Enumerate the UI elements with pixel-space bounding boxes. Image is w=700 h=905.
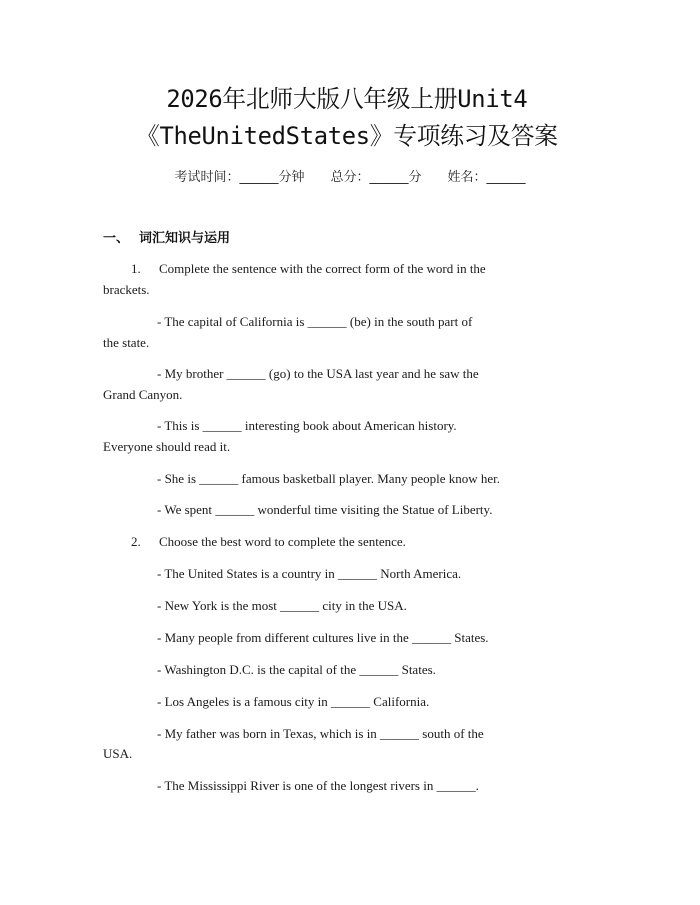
q2-item-7: - The Mississippi River is one of the longest rivers in ______.: [157, 778, 479, 793]
document-title-line-2: 《TheUnitedStates》专项练习及答案: [135, 122, 558, 150]
section-1-heading: [103, 229, 230, 249]
q2-item-2: - New York is the most ______ city in the USA.: [157, 598, 407, 613]
section-title: 词汇知识与运用: [139, 231, 231, 246]
q1-item-4: - She is ______ famous basketball player. Many people know her.: [157, 471, 500, 486]
q2-item-6: - My father was born in Texas, which is in ______ south of the: [157, 726, 484, 741]
document-title-line-1: 2026年北师大版八年级上册Unit4: [166, 85, 528, 113]
question-1-prompt: [131, 259, 486, 279]
section-number: 一、: [103, 231, 130, 246]
question-1-prompt-continued: brackets.: [103, 282, 150, 297]
q1-item-3-continued: Everyone should read it.: [103, 439, 231, 454]
question-number: 1.: [131, 261, 141, 276]
total-score-field: 总分：______分: [330, 170, 422, 185]
question-text: Choose the best word to complete the sentence.: [159, 534, 406, 549]
question-number: 2.: [131, 534, 141, 549]
student-name-field: 姓名：______: [447, 170, 526, 185]
question-text: Complete the sentence with the correct form of the word in the: [159, 261, 486, 276]
q2-item-4: - Washington D.C. is the capital of the ______ States.: [157, 662, 436, 677]
q1-item-1: - The capital of California is ______ (be) in the south part of: [157, 314, 473, 329]
q1-item-1-continued: the state.: [103, 335, 150, 350]
q1-item-3: - This is ______ interesting book about American history.: [157, 418, 457, 433]
exam-info-line: [0, 168, 700, 188]
q1-item-2-continued: Grand Canyon.: [103, 387, 183, 402]
q2-item-1: - The United States is a country in ______ North America.: [157, 566, 462, 581]
q1-item-2: - My brother ______ (go) to the USA last year and he saw the: [157, 366, 479, 381]
exam-time-field: 考试时间：______分钟: [174, 170, 305, 185]
q2-item-3: - Many people from different cultures live in the ______ States.: [157, 630, 489, 645]
q2-item-6-continued: USA.: [103, 746, 133, 761]
q1-item-5: - We spent ______ wonderful time visiting the Statue of Liberty.: [157, 502, 493, 517]
q2-item-5: - Los Angeles is a famous city in ______ California.: [157, 694, 430, 709]
question-2-prompt: [131, 532, 406, 552]
